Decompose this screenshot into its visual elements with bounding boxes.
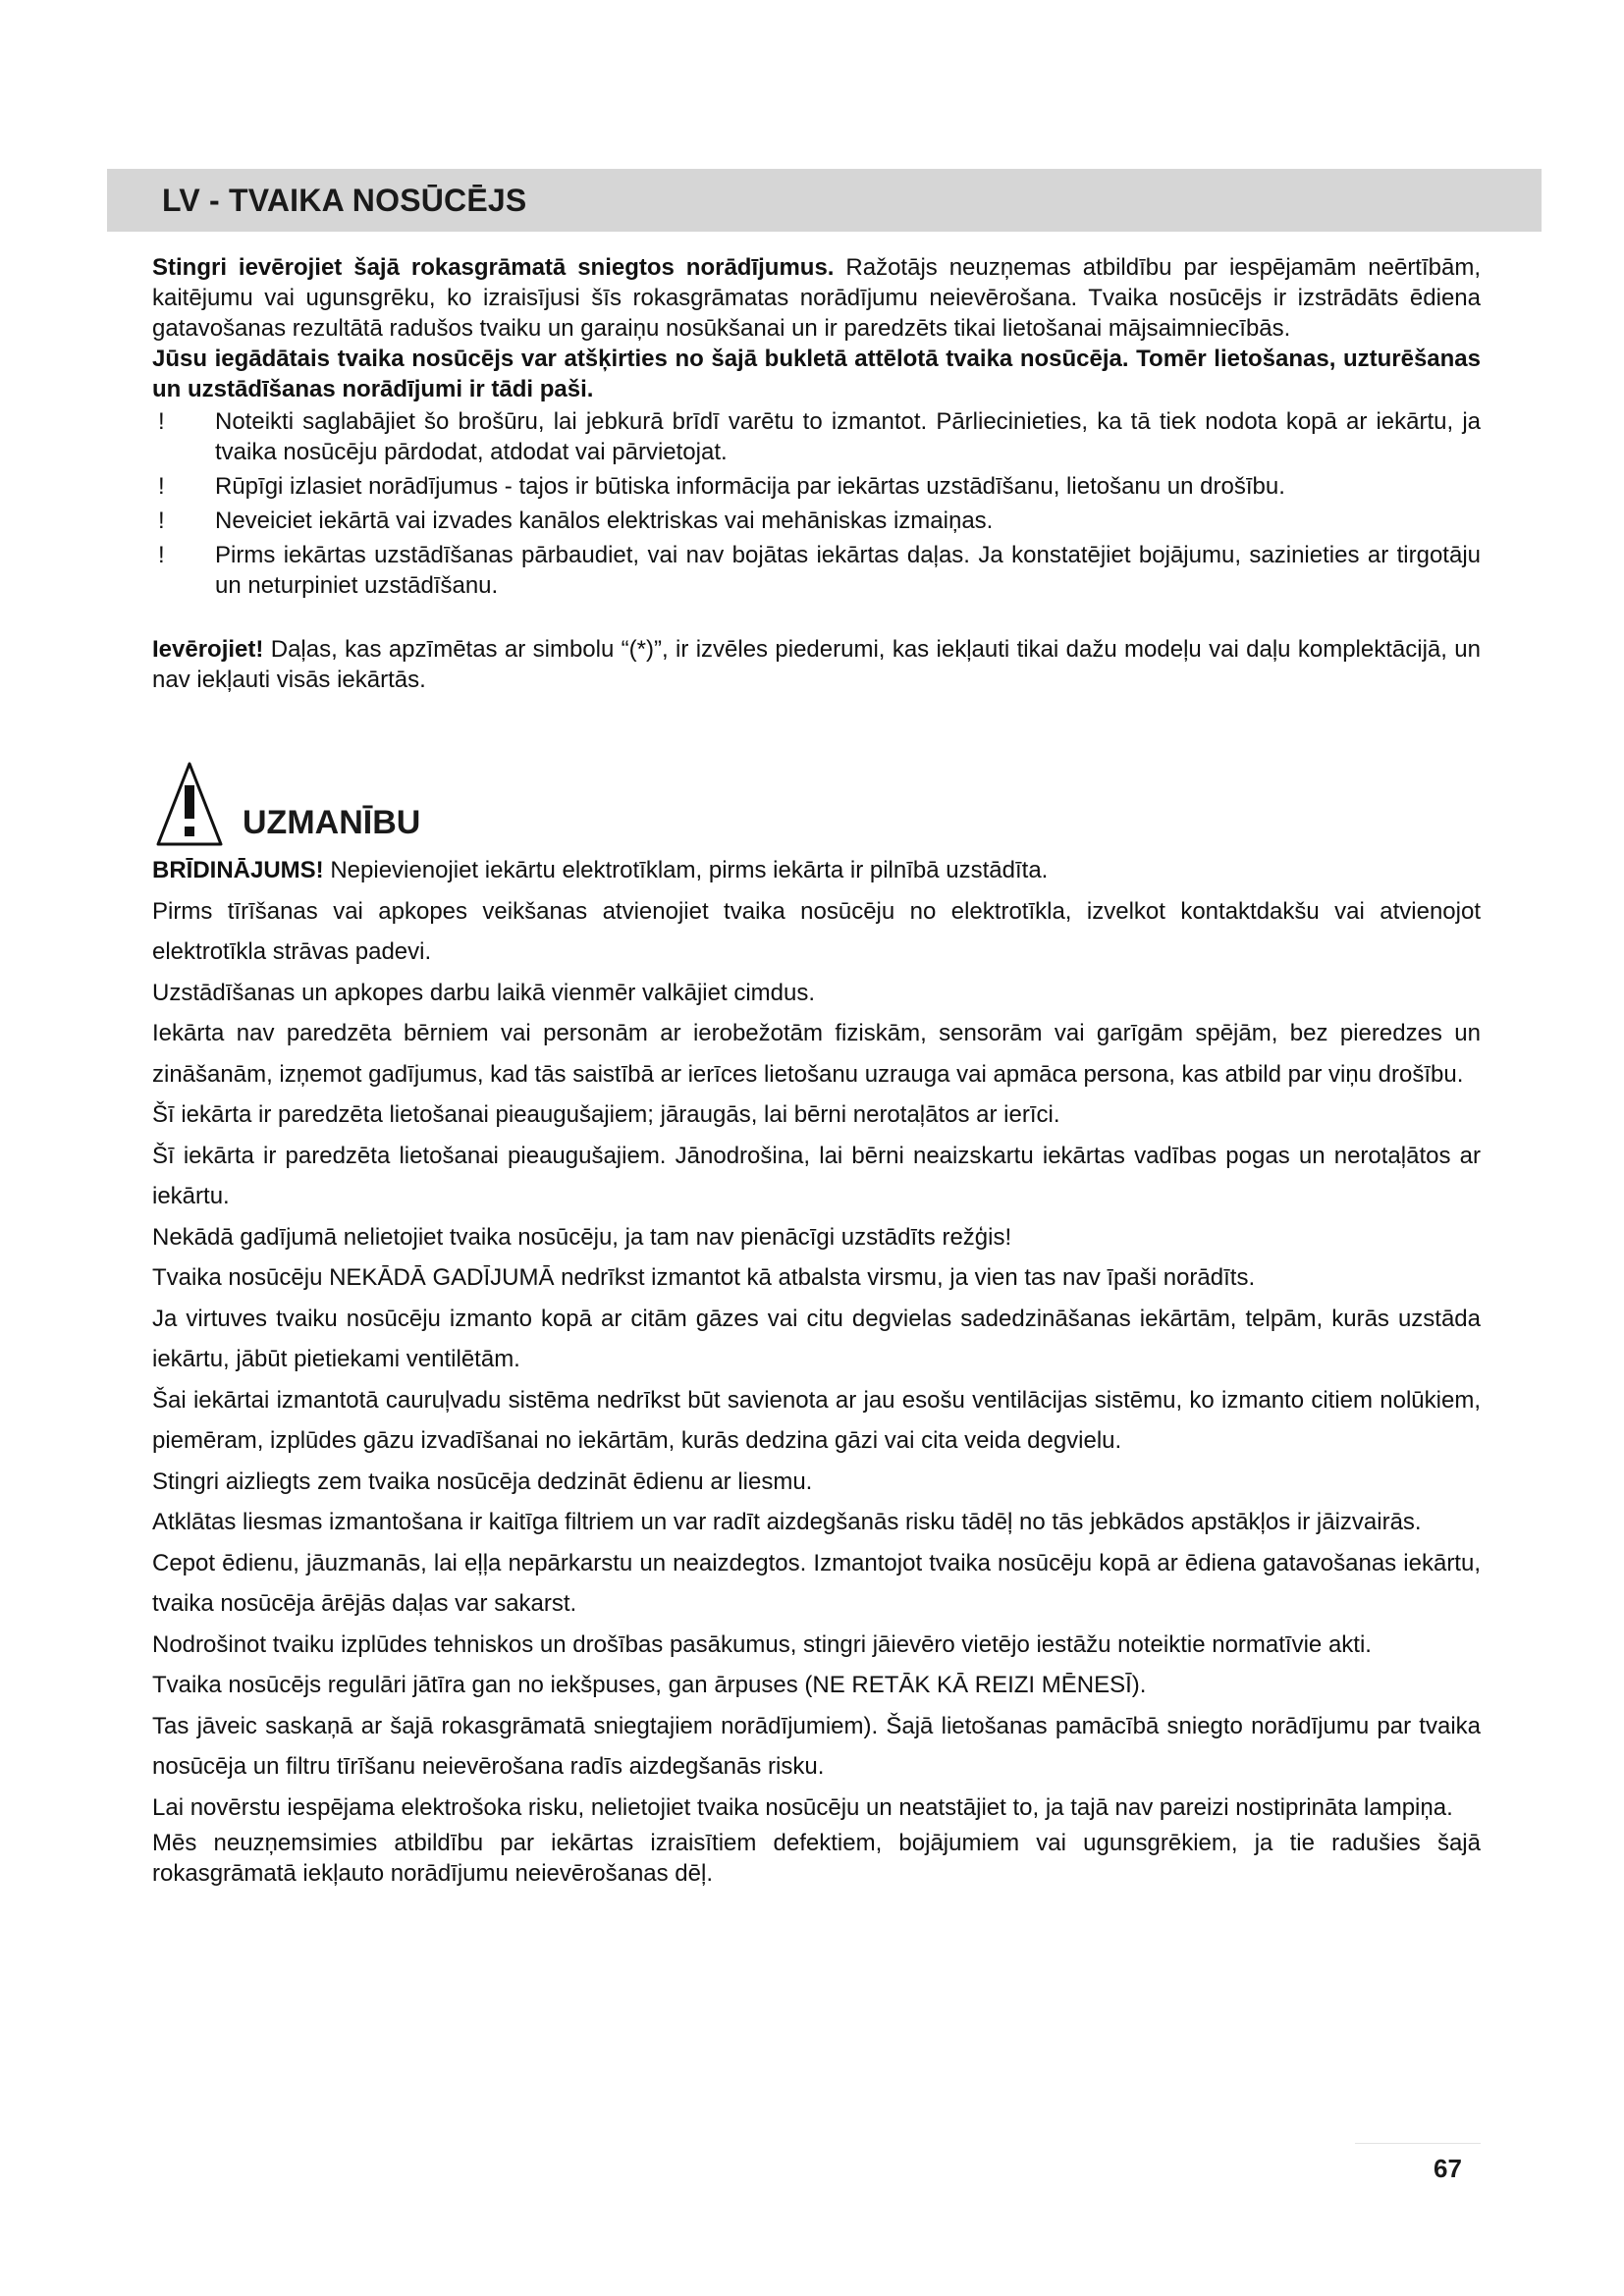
warning-item: Atklātas liesmas izmantošana ir kaitīga filtriem un var radīt aizdegšanās risku tādēļ no tās jebkādos apstākļos ir jāizvairās. — [152, 1509, 1422, 1535]
list-item-text: Rūpīgi izlasiet norādījumus - tajos ir būtiska informācija par iekārtas uzstādīšanu, lietošanu un drošību. — [215, 473, 1285, 500]
precaution-list — [152, 406, 1481, 601]
warning-triangle-icon — [154, 756, 225, 850]
intro-model-note — [152, 344, 1481, 404]
intro-text: Ražotājs neuzņemas atbildību par iespējamām neērtībām, kaitējumu vai ugunsgrēku, ko izraisījusi šīs rokasgrāmatas norādījumu neievērošana. Tvaika nosūcējs ir izstrādāts ēdiena gatavošanas rezultātā radušos tvaiku un garaiņu nosūkšanai un ir paredzēts tikai lietošanai mājsaimniecībās. — [152, 254, 1482, 342]
warning-item: Uzstādīšanas un apkopes darbu laikā vienmēr valkājiet cimdus. — [152, 979, 816, 1006]
warning-item: Stingri aizliegts zem tvaika nosūcēja dedzināt ēdienu ar liesmu. — [152, 1468, 813, 1495]
warning-item: Ja virtuves tvaiku nosūcēju izmanto kopā ar citām gāzes vai citu degvielas sadedzināšanas iekārtām, telpām, kurās uzstāda iekārtu, jābūt pietiekami ventilētām. — [152, 1305, 1481, 1372]
page-number: 67 — [1434, 2154, 1462, 2183]
warning-item: Šī iekārta ir paredzēta lietošanai pieaugušajiem. Jānodrošina, lai bērni neaizskartu iekārtas vadības pogas un nerotaļātos ar iekārtu. — [152, 1142, 1481, 1209]
section-header-bar — [107, 169, 1542, 232]
note-text: Daļas, kas apzīmētas ar simbolu “(*)”, ir izvēles piederumi, kas iekļauti tikai dažu modeļu vai daļu komplektācijā, un nav iekļauti visās iekārtās. — [152, 636, 1481, 693]
warning-item: Tvaika nosūcēju NEKĀDĀ GADĪJUMĀ nedrīkst izmantot kā atbalsta virsmu, ja vien tas nav īpaši norādīts. — [152, 1264, 1256, 1291]
footer-divider — [1355, 2143, 1481, 2144]
list-item — [152, 471, 1481, 502]
list-item — [152, 540, 1481, 601]
exclamation-mark: ! — [158, 542, 165, 568]
list-item — [152, 406, 1481, 467]
warning-item: Nodrošinot tvaiku izplūdes tehniskos un drošības pasākumus, stingri jāievēro vietējo iestāžu noteiktie normatīvie akti. — [152, 1630, 1372, 1658]
exclamation-mark: ! — [158, 473, 165, 500]
warning-lead — [152, 850, 1481, 891]
warning-item: Šai iekārtai izmantotā cauruļvadu sistēma nedrīkst būt savienota ar jau esošu ventilācijas sistēmu, ko izmanto citiem nolūkiem, piemēram, izplūdes gāzu izvadīšanai no iekārtām, kurās dedzina gāzi vai cita veida degvielu. — [152, 1386, 1481, 1454]
warning-item: Lai novērstu iespējama elektrošoka risku, nelietojiet tvaika nosūcēju un neatstājiet to, ja tajā nav pareizi nostiprināta lampiņa. — [152, 1793, 1453, 1821]
warning-item: Pirms tīrīšanas vai apkopes veikšanas atvienojiet tvaika nosūcēju no elektrotīkla, izvelkot kontaktdakšu vai atvienojot elektrotīkla strāvas padevi. — [152, 897, 1481, 965]
list-item-text: Neveiciet iekārtā vai izvades kanālos elektriskas vai mehāniskas izmaiņas. — [215, 507, 994, 534]
section-title: LV - TVAIKA NOSŪCĒJS — [162, 182, 527, 218]
intro-section — [152, 252, 1481, 695]
warning-item: Iekārta nav paredzēta bērniem vai personām ar ierobežotām fiziskām, sensorām vai garīgām spējām, bez pieredzes un zināšanām, izņemot gadījumus, kad tās saistībā ar ierīces lietošanu uzrauga vai apmāca persona, kas atbild par viņu drošību. — [152, 1020, 1481, 1088]
warning-heading — [154, 752, 420, 850]
warning-lead-label: BRĪDINĀJUMS! — [152, 857, 324, 883]
warning-item: Tvaika nosūcējs regulāri jātīra gan no iekšpuses, gan ārpuses (NE RETĀK KĀ REIZI MĒNESĪ). — [152, 1672, 1147, 1698]
warning-item: Nekādā gadījumā nelietojiet tvaika nosūcēju, ja tam nav pienācīgi uzstādīts režģis! — [152, 1223, 1012, 1251]
warnings-section — [152, 850, 1481, 1889]
note-label: Ievērojiet! — [152, 636, 264, 663]
warning-item: Tas jāveic saskaņā ar šajā rokasgrāmatā sniegtajiem norādījumiem). Šajā lietošanas pamācībā sniegto norādījumu par tvaika nosūcēja un filtru tīrīšanu neievērošana radīs aizdegšanās risku. — [152, 1712, 1481, 1780]
list-item — [152, 506, 1481, 536]
warning-item: Mēs neuzņemsimies atbildību par iekārtas izraisītiem defektiem, bojājumiem vai ugunsgrēkiem, ja tie radušies šajā rokasgrāmatā iekļauto norādījumu neievērošanas dēļ. — [152, 1830, 1481, 1887]
list-item-text: Pirms iekārtas uzstādīšanas pārbaudiet, vai nav bojātas iekārtas daļas. Ja konstatējiet bojājumu, sazinieties ar tirgotāju un neturpiniet uzstādīšanu. — [215, 542, 1481, 599]
intro-paragraph — [152, 252, 1481, 344]
warning-lead-text: Nepievienojiet iekārtu elektrotīklam, pirms iekārta ir pilnībā uzstādīta. — [323, 857, 1049, 883]
intro-model-note-text: Jūsu iegādātais tvaika nosūcējs var atšķirties no šajā bukletā attēlotā tvaika nosūcēja. Tomēr lietošanas, uzturēšanas un uzstādīšanas norādījumi ir tādi paši. — [152, 346, 1481, 402]
warning-item: Šī iekārta ir paredzēta lietošanai pieaugušajiem; jāraugās, lai bērni nerotaļātos ar ierīci. — [152, 1101, 1060, 1128]
warning-item: Cepot ēdienu, jāuzmanās, lai eļļa nepārkarstu un neaizdegtos. Izmantojot tvaika nosūcēju kopā ar ēdiena gatavošanas iekārtu, tvaika nosūcēja ārējās daļas var sakarst. — [152, 1549, 1481, 1617]
exclamation-mark: ! — [158, 408, 165, 435]
list-item-text: Noteikti saglabājiet šo brošūru, lai jebkurā brīdī varētu to izmantot. Pārliecinieties, ka tā tiek nodota kopā ar iekārtu, ja tvaika nosūcēju pārdodat, atdodat vai pārvietojat. — [215, 408, 1481, 465]
exclamation-mark: ! — [158, 507, 165, 534]
intro-bold-text: Stingri ievērojiet šajā rokasgrāmatā sniegtos norādījumus. — [152, 254, 835, 281]
optional-parts-note — [152, 634, 1481, 695]
warning-title: UZMANĪBU — [243, 804, 421, 841]
